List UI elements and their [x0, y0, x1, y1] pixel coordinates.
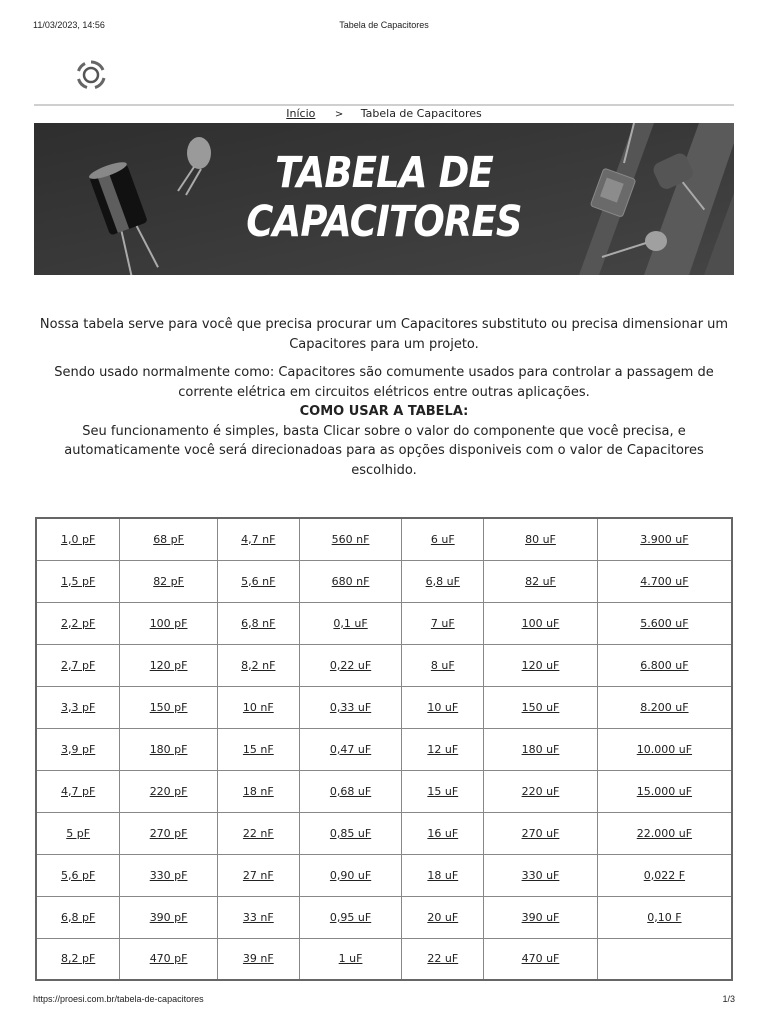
- table-cell: [217, 896, 299, 938]
- table-cell: [217, 602, 299, 644]
- capacitor-value-link[interactable]: 120 uF: [521, 658, 560, 672]
- table-cell: [402, 896, 484, 938]
- table-cell: [402, 560, 484, 602]
- capacitor-value-link[interactable]: 16 uF: [427, 826, 459, 840]
- table-cell: [299, 812, 402, 854]
- table-cell: [402, 518, 484, 560]
- capacitor-value-link[interactable]: 180 pF: [149, 742, 188, 756]
- capacitor-value-link[interactable]: 0,33 uF: [329, 700, 372, 714]
- how-to-use-heading: COMO USAR A TABELA:: [299, 404, 469, 419]
- breadcrumb-current: Tabela de Capacitores: [360, 107, 482, 120]
- table-cell: [120, 518, 218, 560]
- table-cell: [484, 686, 598, 728]
- capacitor-value-link[interactable]: 3,3 pF: [60, 700, 96, 714]
- table-cell: [299, 560, 402, 602]
- table-cell: [484, 770, 598, 812]
- intro-paragraph-usage: Sendo usado normalmente como: Capacitores são comumente usados para controlar a passagem de corrente elétrica em circuitos elétricos entre outras aplicações.: [54, 365, 714, 400]
- table-cell: [120, 854, 218, 896]
- table-cell: [36, 770, 120, 812]
- print-page-number: 1/3: [722, 994, 735, 1004]
- capacitor-value-link[interactable]: 7 uF: [430, 616, 455, 630]
- capacitor-value-link[interactable]: 82 pF: [153, 574, 184, 588]
- table-row: [36, 896, 732, 938]
- table-cell: [120, 602, 218, 644]
- table-row: [36, 560, 732, 602]
- capacitor-value-link[interactable]: 3.900 uF: [640, 532, 689, 546]
- capacitor-value-link[interactable]: 0,22 uF: [329, 658, 372, 672]
- table-cell: [299, 896, 402, 938]
- capacitor-value-link[interactable]: 5.600 uF: [640, 616, 689, 630]
- capacitor-value-link[interactable]: 390 uF: [521, 910, 560, 924]
- capacitor-value-link[interactable]: 6 uF: [430, 532, 455, 546]
- table-cell: [597, 644, 732, 686]
- capacitor-value-link[interactable]: 0,47 uF: [329, 742, 372, 756]
- table-row: [36, 644, 732, 686]
- table-cell: [484, 896, 598, 938]
- site-logo-icon[interactable]: [74, 58, 108, 92]
- capacitor-value-link[interactable]: 5,6 pF: [60, 868, 96, 882]
- breadcrumb-home-link[interactable]: Início: [286, 107, 316, 120]
- capacitor-value-link[interactable]: 4,7 pF: [60, 784, 96, 798]
- table-cell: [299, 686, 402, 728]
- capacitor-value-link[interactable]: 6.800 uF: [640, 658, 689, 672]
- hero-banner: [34, 123, 734, 275]
- table-cell: [120, 686, 218, 728]
- table-cell: [597, 812, 732, 854]
- print-footer: [33, 994, 735, 1008]
- table-cell: [402, 812, 484, 854]
- print-page-title: Tabela de Capacitores: [339, 20, 429, 30]
- capacitor-value-link[interactable]: 2,2 pF: [60, 616, 96, 630]
- capacitor-value-link[interactable]: 82 uF: [525, 574, 556, 588]
- capacitor-values-table: [35, 517, 733, 981]
- table-cell: [120, 896, 218, 938]
- capacitor-value-link[interactable]: 330 pF: [149, 868, 188, 882]
- table-row: [36, 728, 732, 770]
- table-cell: [217, 770, 299, 812]
- capacitor-value-link[interactable]: 5,6 nF: [241, 574, 276, 588]
- capacitor-value-link[interactable]: 0,022 F: [643, 868, 686, 882]
- banner-title-line1: TABELA DE: [275, 148, 493, 198]
- capacitor-value-link[interactable]: 6,8 uF: [425, 574, 460, 588]
- capacitor-value-link[interactable]: 5 pF: [66, 826, 91, 840]
- table-cell: [597, 854, 732, 896]
- capacitor-value-link[interactable]: 150 uF: [521, 700, 560, 714]
- capacitor-value-link[interactable]: 4.700 uF: [640, 574, 689, 588]
- table-cell: [217, 812, 299, 854]
- capacitor-value-link[interactable]: 0,90 uF: [329, 868, 372, 882]
- capacitor-value-link[interactable]: 8 uF: [430, 658, 455, 672]
- table-cell: [299, 518, 402, 560]
- table-cell: [120, 938, 218, 980]
- table-cell: [597, 938, 732, 980]
- capacitor-value-link[interactable]: 470 uF: [521, 952, 560, 966]
- table-cell: [402, 728, 484, 770]
- table-cell: [402, 644, 484, 686]
- capacitor-value-link[interactable]: 6,8 pF: [60, 910, 96, 924]
- capacitor-value-link[interactable]: 100 uF: [521, 616, 560, 630]
- capacitor-value-link[interactable]: 470 pF: [149, 952, 188, 966]
- table-cell: [484, 812, 598, 854]
- table-row: [36, 770, 732, 812]
- table-row: [36, 602, 732, 644]
- table-cell: [402, 686, 484, 728]
- table-row: [36, 812, 732, 854]
- table-cell: [36, 518, 120, 560]
- capacitor-value-link[interactable]: 560 nF: [331, 532, 370, 546]
- table-cell: [597, 770, 732, 812]
- table-cell: [484, 560, 598, 602]
- capacitor-value-link[interactable]: 20 uF: [427, 910, 459, 924]
- capacitor-value-link[interactable]: 8,2 nF: [241, 658, 276, 672]
- intro-paragraph-instructions: Seu funcionamento é simples, basta Clicar sobre o valor do componente que você precisa, e automaticamente você será direcionadoas para as opções disponiveis com o valor de Capacitores escolhido.: [64, 423, 704, 478]
- table-cell: [484, 602, 598, 644]
- table-cell: [217, 518, 299, 560]
- table-cell: [36, 896, 120, 938]
- table-row: [36, 938, 732, 980]
- table-cell: [36, 812, 120, 854]
- capacitor-value-link[interactable]: 0,10 F: [647, 910, 682, 924]
- table-cell: [36, 854, 120, 896]
- capacitor-value-link[interactable]: 0,95 uF: [329, 910, 372, 924]
- table-cell: [36, 728, 120, 770]
- capacitor-value-link[interactable]: 22 nF: [242, 826, 274, 840]
- capacitor-value-link[interactable]: 68 pF: [153, 532, 184, 546]
- table-cell: [402, 770, 484, 812]
- table-cell: [299, 770, 402, 812]
- capacitor-value-link[interactable]: 15 nF: [242, 742, 274, 756]
- capacitor-value-link[interactable]: 18 nF: [242, 784, 274, 798]
- table-cell: [597, 686, 732, 728]
- capacitor-value-link[interactable]: 220 uF: [521, 784, 560, 798]
- capacitor-value-link[interactable]: 8.200 uF: [640, 700, 689, 714]
- capacitor-value-link[interactable]: 4,7 nF: [241, 532, 276, 546]
- capacitor-value-link[interactable]: 18 uF: [427, 868, 459, 882]
- table-cell: [217, 728, 299, 770]
- table-cell: [402, 938, 484, 980]
- table-cell: [484, 518, 598, 560]
- table-cell: [484, 938, 598, 980]
- table-row: [36, 854, 732, 896]
- table-cell: [597, 896, 732, 938]
- table-cell: [217, 854, 299, 896]
- table-cell: [299, 854, 402, 896]
- capacitor-value-link[interactable]: 3,9 pF: [60, 742, 96, 756]
- table-cell: [597, 560, 732, 602]
- table-row: [36, 518, 732, 560]
- capacitor-value-link[interactable]: 6,8 nF: [241, 616, 276, 630]
- capacitor-value-link[interactable]: 100 pF: [149, 616, 188, 630]
- table-cell: [36, 938, 120, 980]
- capacitor-value-link[interactable]: 270 pF: [149, 826, 188, 840]
- table-cell: [217, 686, 299, 728]
- table-cell: [36, 560, 120, 602]
- table-cell: [36, 602, 120, 644]
- capacitor-value-link[interactable]: 33 nF: [242, 910, 274, 924]
- capacitor-value-link[interactable]: 15 uF: [427, 784, 459, 798]
- table-cell: [597, 602, 732, 644]
- table-cell: [402, 602, 484, 644]
- capacitor-value-link[interactable]: 10 nF: [242, 700, 274, 714]
- capacitor-value-link[interactable]: 10 uF: [427, 700, 459, 714]
- capacitor-value-link[interactable]: 0,1 uF: [333, 616, 368, 630]
- capacitor-value-link[interactable]: 22 uF: [427, 952, 459, 966]
- banner-title-line2: CAPACITORES: [246, 197, 522, 247]
- capacitor-value-link[interactable]: 1,0 pF: [60, 532, 96, 546]
- table-cell: [484, 728, 598, 770]
- table-cell: [299, 938, 402, 980]
- table-cell: [120, 644, 218, 686]
- table-cell: [36, 686, 120, 728]
- table-cell: [484, 644, 598, 686]
- capacitor-value-link[interactable]: 220 pF: [149, 784, 188, 798]
- table-cell: [217, 644, 299, 686]
- capacitor-value-link[interactable]: 1,5 pF: [60, 574, 96, 588]
- table-cell: [217, 938, 299, 980]
- table-cell: [120, 812, 218, 854]
- breadcrumb-chevron-icon: >: [334, 109, 344, 120]
- banner-title: [83, 149, 685, 247]
- capacitor-value-link[interactable]: 150 pF: [149, 700, 188, 714]
- capacitor-value-link[interactable]: 15.000 uF: [636, 784, 693, 798]
- capacitor-value-link[interactable]: 0,85 uF: [329, 826, 372, 840]
- table-cell: [120, 560, 218, 602]
- capacitor-value-link[interactable]: 2,7 pF: [60, 658, 96, 672]
- intro-paragraph-purpose: Nossa tabela serve para você que precisa procurar um Capacitores substituto ou precisa dimensionar um Capacitores para um projeto.: [39, 317, 729, 352]
- capacitor-value-link[interactable]: 0,68 uF: [329, 784, 372, 798]
- table-cell: [299, 728, 402, 770]
- capacitor-value-link[interactable]: 680 nF: [331, 574, 370, 588]
- table-cell: [299, 644, 402, 686]
- capacitor-value-link[interactable]: 80 uF: [525, 532, 556, 546]
- capacitor-value-link[interactable]: 390 pF: [149, 910, 188, 924]
- table-cell: [36, 644, 120, 686]
- table-cell: [402, 854, 484, 896]
- capacitor-value-link[interactable]: 180 uF: [521, 742, 560, 756]
- capacitor-value-link[interactable]: 22.000 uF: [636, 826, 693, 840]
- table-row: [36, 686, 732, 728]
- capacitor-value-link[interactable]: 12 uF: [427, 742, 459, 756]
- table-cell: [299, 602, 402, 644]
- capacitor-value-link[interactable]: 330 uF: [521, 868, 560, 882]
- capacitor-value-link[interactable]: 10.000 uF: [636, 742, 693, 756]
- header-divider: [34, 104, 734, 106]
- table-cell: [597, 518, 732, 560]
- breadcrumb: [0, 107, 768, 120]
- table-cell: [120, 728, 218, 770]
- table-cell: [484, 854, 598, 896]
- print-datetime: 11/03/2023, 14:56: [33, 20, 105, 30]
- capacitor-value-link[interactable]: 8,2 pF: [60, 952, 96, 966]
- table-cell: [120, 770, 218, 812]
- capacitor-value-link[interactable]: 39 nF: [242, 952, 274, 966]
- table-cell: [597, 728, 732, 770]
- capacitor-value-link[interactable]: 270 uF: [521, 826, 560, 840]
- print-url: https://proesi.com.br/tabela-de-capacitores: [33, 994, 204, 1004]
- print-header: [33, 20, 735, 34]
- capacitor-value-link[interactable]: 1 uF: [338, 952, 363, 966]
- table-cell: [217, 560, 299, 602]
- intro-text: [34, 315, 734, 480]
- capacitor-value-link[interactable]: 27 nF: [242, 868, 274, 882]
- capacitor-value-link[interactable]: 120 pF: [149, 658, 188, 672]
